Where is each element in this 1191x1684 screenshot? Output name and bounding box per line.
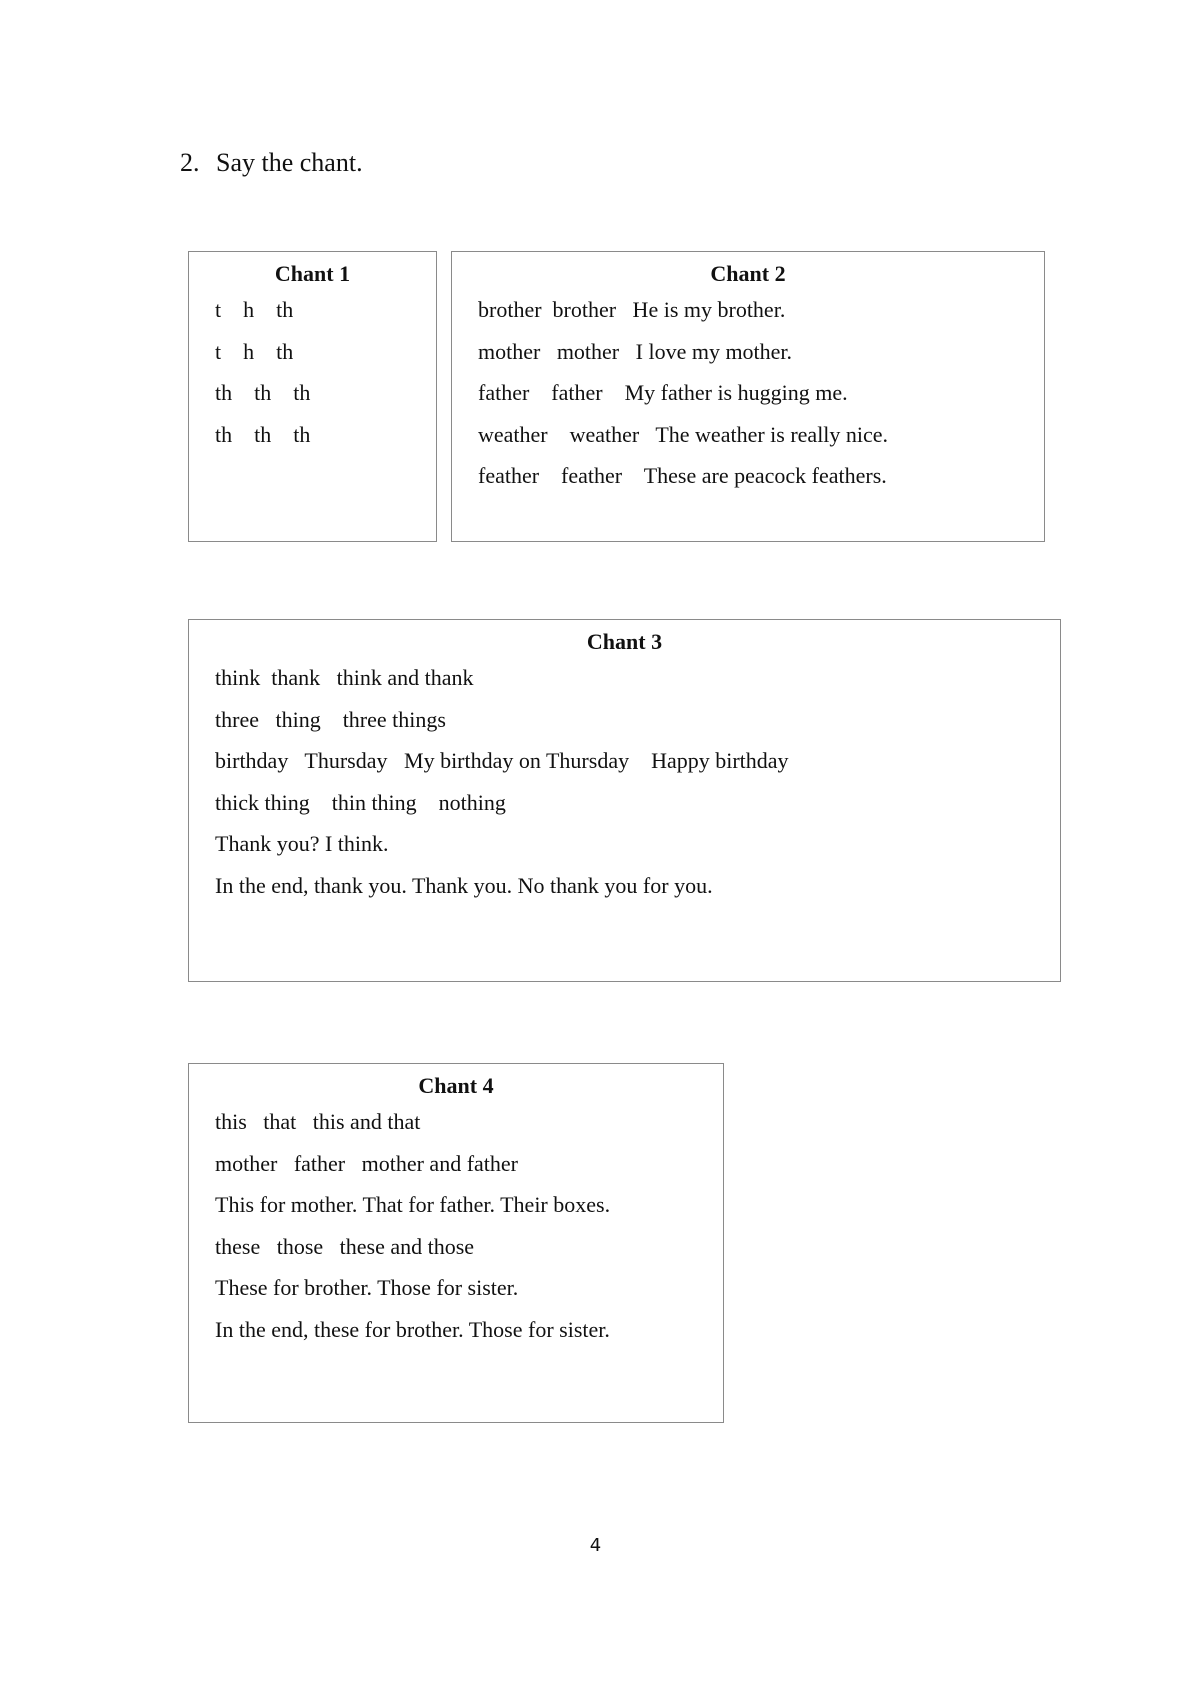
chant-2-box <box>451 251 1045 542</box>
chant-3-line: In the end, thank you. Thank you. No thank you for you. <box>215 872 713 898</box>
chant-2-line: weather weather The weather is really nice. <box>478 421 889 447</box>
chant-2-line: brother brother He is my brother. <box>478 297 786 322</box>
chant-3-line: Thank you? I think. <box>215 831 389 856</box>
chant-1-line: th th th <box>215 421 311 447</box>
chant-4-line: These for brother. Those for sister. <box>215 1275 519 1300</box>
chant-3-line: think thank think and thank <box>215 665 474 690</box>
chant-3-title: Chant 3 <box>586 629 663 654</box>
chant-1-line: t h th <box>215 297 294 322</box>
chant-4-line: these those these and those <box>215 1233 475 1259</box>
exercise-heading <box>180 146 363 180</box>
chant-4-line: mother father mother and father <box>215 1150 518 1176</box>
chant-3-line: thick thing thin thing nothing <box>215 789 506 815</box>
chant-4-title: Chant 4 <box>418 1073 494 1098</box>
chant-4-line: This for mother. That for father. Their boxes. <box>215 1192 611 1217</box>
chant-4-line: this that this and that <box>215 1109 421 1134</box>
exercise-number: 2. <box>180 148 200 177</box>
chant-3-box <box>188 619 1061 982</box>
exercise-instruction: Say the chant. <box>216 148 363 177</box>
chant-4-line: In the end, these for brother. Those for sister. <box>215 1316 610 1342</box>
chant-2-line: father father My father is hugging me. <box>478 380 848 405</box>
chant-1-box <box>188 251 437 542</box>
chant-3-line: birthday Thursday My birthday on Thursday Happy birthday <box>215 748 789 773</box>
chant-1-title: Chant 1 <box>274 261 351 286</box>
chant-2-line: mother mother I love my mother. <box>478 338 793 364</box>
chant-1-line: th th th <box>215 380 311 405</box>
chant-2-title: Chant 2 <box>710 261 786 286</box>
chant-3-line: three thing three things <box>215 706 446 732</box>
chant-2-line: feather feather These are peacock feathers. <box>478 463 887 488</box>
chant-1-line: t h th <box>215 338 294 364</box>
page-number: 4 <box>589 1535 602 1556</box>
chant-4-box <box>188 1063 724 1423</box>
